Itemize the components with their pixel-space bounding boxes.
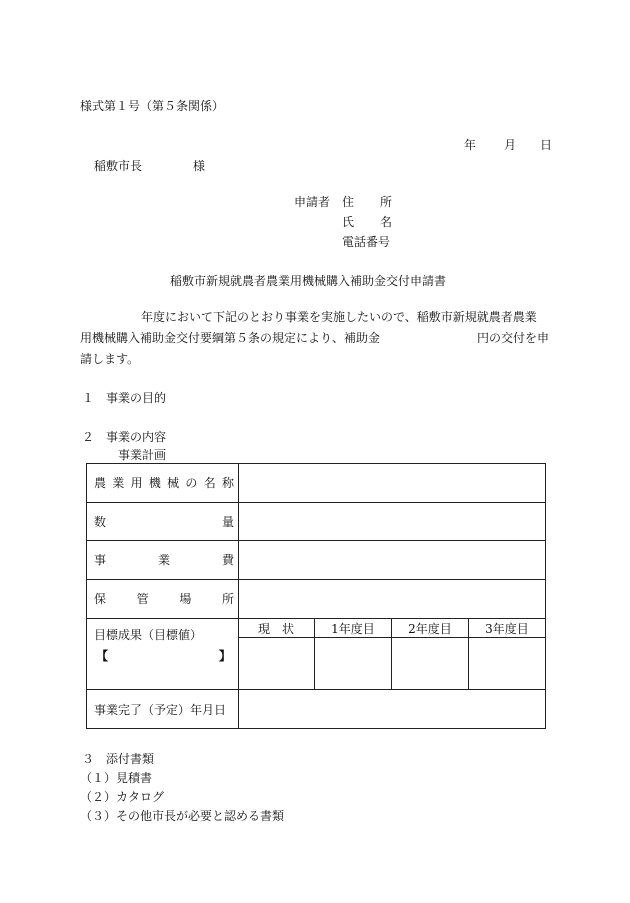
name-char: 氏 bbox=[342, 215, 355, 229]
section3-title: 添付書類 bbox=[106, 752, 155, 766]
target-bracket-close: 】 bbox=[219, 649, 232, 663]
applicant-phone: 電話番号 bbox=[342, 235, 391, 249]
applicant-name bbox=[342, 213, 392, 230]
section3-number: ３ bbox=[82, 752, 95, 766]
table-row-divider bbox=[86, 502, 546, 503]
attachment-num: （３） bbox=[80, 809, 117, 823]
body-line1: 年度において下記のとおり事業を実施したいので、稲敷市新規就農者農業 bbox=[141, 310, 537, 324]
body-line3: 請します。 bbox=[80, 352, 140, 366]
body-line2-b: 円の交付を申 bbox=[477, 331, 550, 345]
label-char: 費 bbox=[221, 553, 234, 567]
date-month: 月 bbox=[504, 138, 517, 152]
label-char: 業 bbox=[112, 476, 125, 490]
section2-title: 事業の内容 bbox=[106, 430, 167, 444]
applicant-label: 申請者 bbox=[294, 195, 331, 209]
section1-title: 事業の目的 bbox=[106, 391, 167, 405]
addressee-name: 稲敷市長 bbox=[94, 159, 143, 173]
target-header-current: 現 状 bbox=[257, 622, 294, 636]
table-row-divider bbox=[86, 689, 546, 690]
label-char: 保 bbox=[94, 592, 107, 606]
row-label-completion-date: 事業完了（予定）年月日 bbox=[94, 703, 227, 717]
attachment-item bbox=[80, 788, 164, 805]
attachment-text: その他市長が必要と認める書類 bbox=[116, 809, 285, 823]
document-title: 稲敷市新規就農者農業用機械購入補助金交付申請書 bbox=[170, 274, 447, 288]
label-char: 農 bbox=[94, 476, 107, 490]
label-char: 量 bbox=[221, 515, 234, 529]
label-char: 称 bbox=[221, 476, 234, 490]
addressee-honorific: 様 bbox=[193, 159, 206, 173]
table-border-top bbox=[86, 463, 546, 464]
body-line2-a: 用機械購入補助金交付要綱第５条の規定により、補助金 bbox=[80, 331, 381, 345]
target-header-divider bbox=[238, 637, 546, 638]
label-char: 名 bbox=[203, 476, 216, 490]
row-label-machine-name bbox=[94, 475, 234, 491]
section2-number: ２ bbox=[82, 430, 95, 444]
label-char: 所 bbox=[221, 592, 234, 606]
label-char: 用 bbox=[130, 476, 143, 490]
table-row-divider bbox=[86, 618, 546, 619]
label-char: 数 bbox=[94, 515, 107, 529]
row-label-quantity bbox=[94, 514, 234, 530]
applicant-address bbox=[342, 193, 392, 210]
date-day: 日 bbox=[540, 138, 553, 152]
attachment-num: （１） bbox=[80, 771, 117, 785]
label-char: 場 bbox=[179, 592, 192, 606]
target-header-year2: 2年度目 bbox=[408, 622, 452, 636]
target-header-year1: 1年度目 bbox=[331, 622, 375, 636]
section2-subtitle: 事業計画 bbox=[118, 448, 167, 462]
label-char: の bbox=[185, 476, 198, 490]
table-row-divider bbox=[86, 540, 546, 541]
address-char: 所 bbox=[379, 195, 392, 209]
form-number: 様式第１号（第５条関係） bbox=[80, 99, 225, 113]
label-char: 業 bbox=[157, 553, 170, 567]
attachment-item bbox=[80, 807, 284, 824]
attachment-text: カタログ bbox=[116, 790, 165, 804]
name-char: 名 bbox=[379, 215, 392, 229]
label-char: 管 bbox=[136, 592, 149, 606]
section1-number: １ bbox=[82, 391, 95, 405]
table-row-divider bbox=[86, 579, 546, 580]
row-label-cost bbox=[94, 552, 234, 568]
attachment-item bbox=[80, 769, 152, 786]
address-char: 住 bbox=[342, 195, 355, 209]
target-bracket-open: 【 bbox=[96, 649, 109, 663]
row-label-storage-location bbox=[94, 591, 234, 607]
date-year: 年 bbox=[464, 138, 477, 152]
label-char: 事 bbox=[94, 553, 107, 567]
table-border-bottom bbox=[86, 728, 546, 729]
row-label-target: 目標成果（目標値） bbox=[94, 628, 203, 642]
label-char: 械 bbox=[167, 476, 180, 490]
attachment-num: （２） bbox=[80, 790, 117, 804]
label-char: 機 bbox=[148, 476, 161, 490]
attachment-text: 見積書 bbox=[116, 771, 153, 785]
target-header-year3: 3年度目 bbox=[485, 622, 529, 636]
